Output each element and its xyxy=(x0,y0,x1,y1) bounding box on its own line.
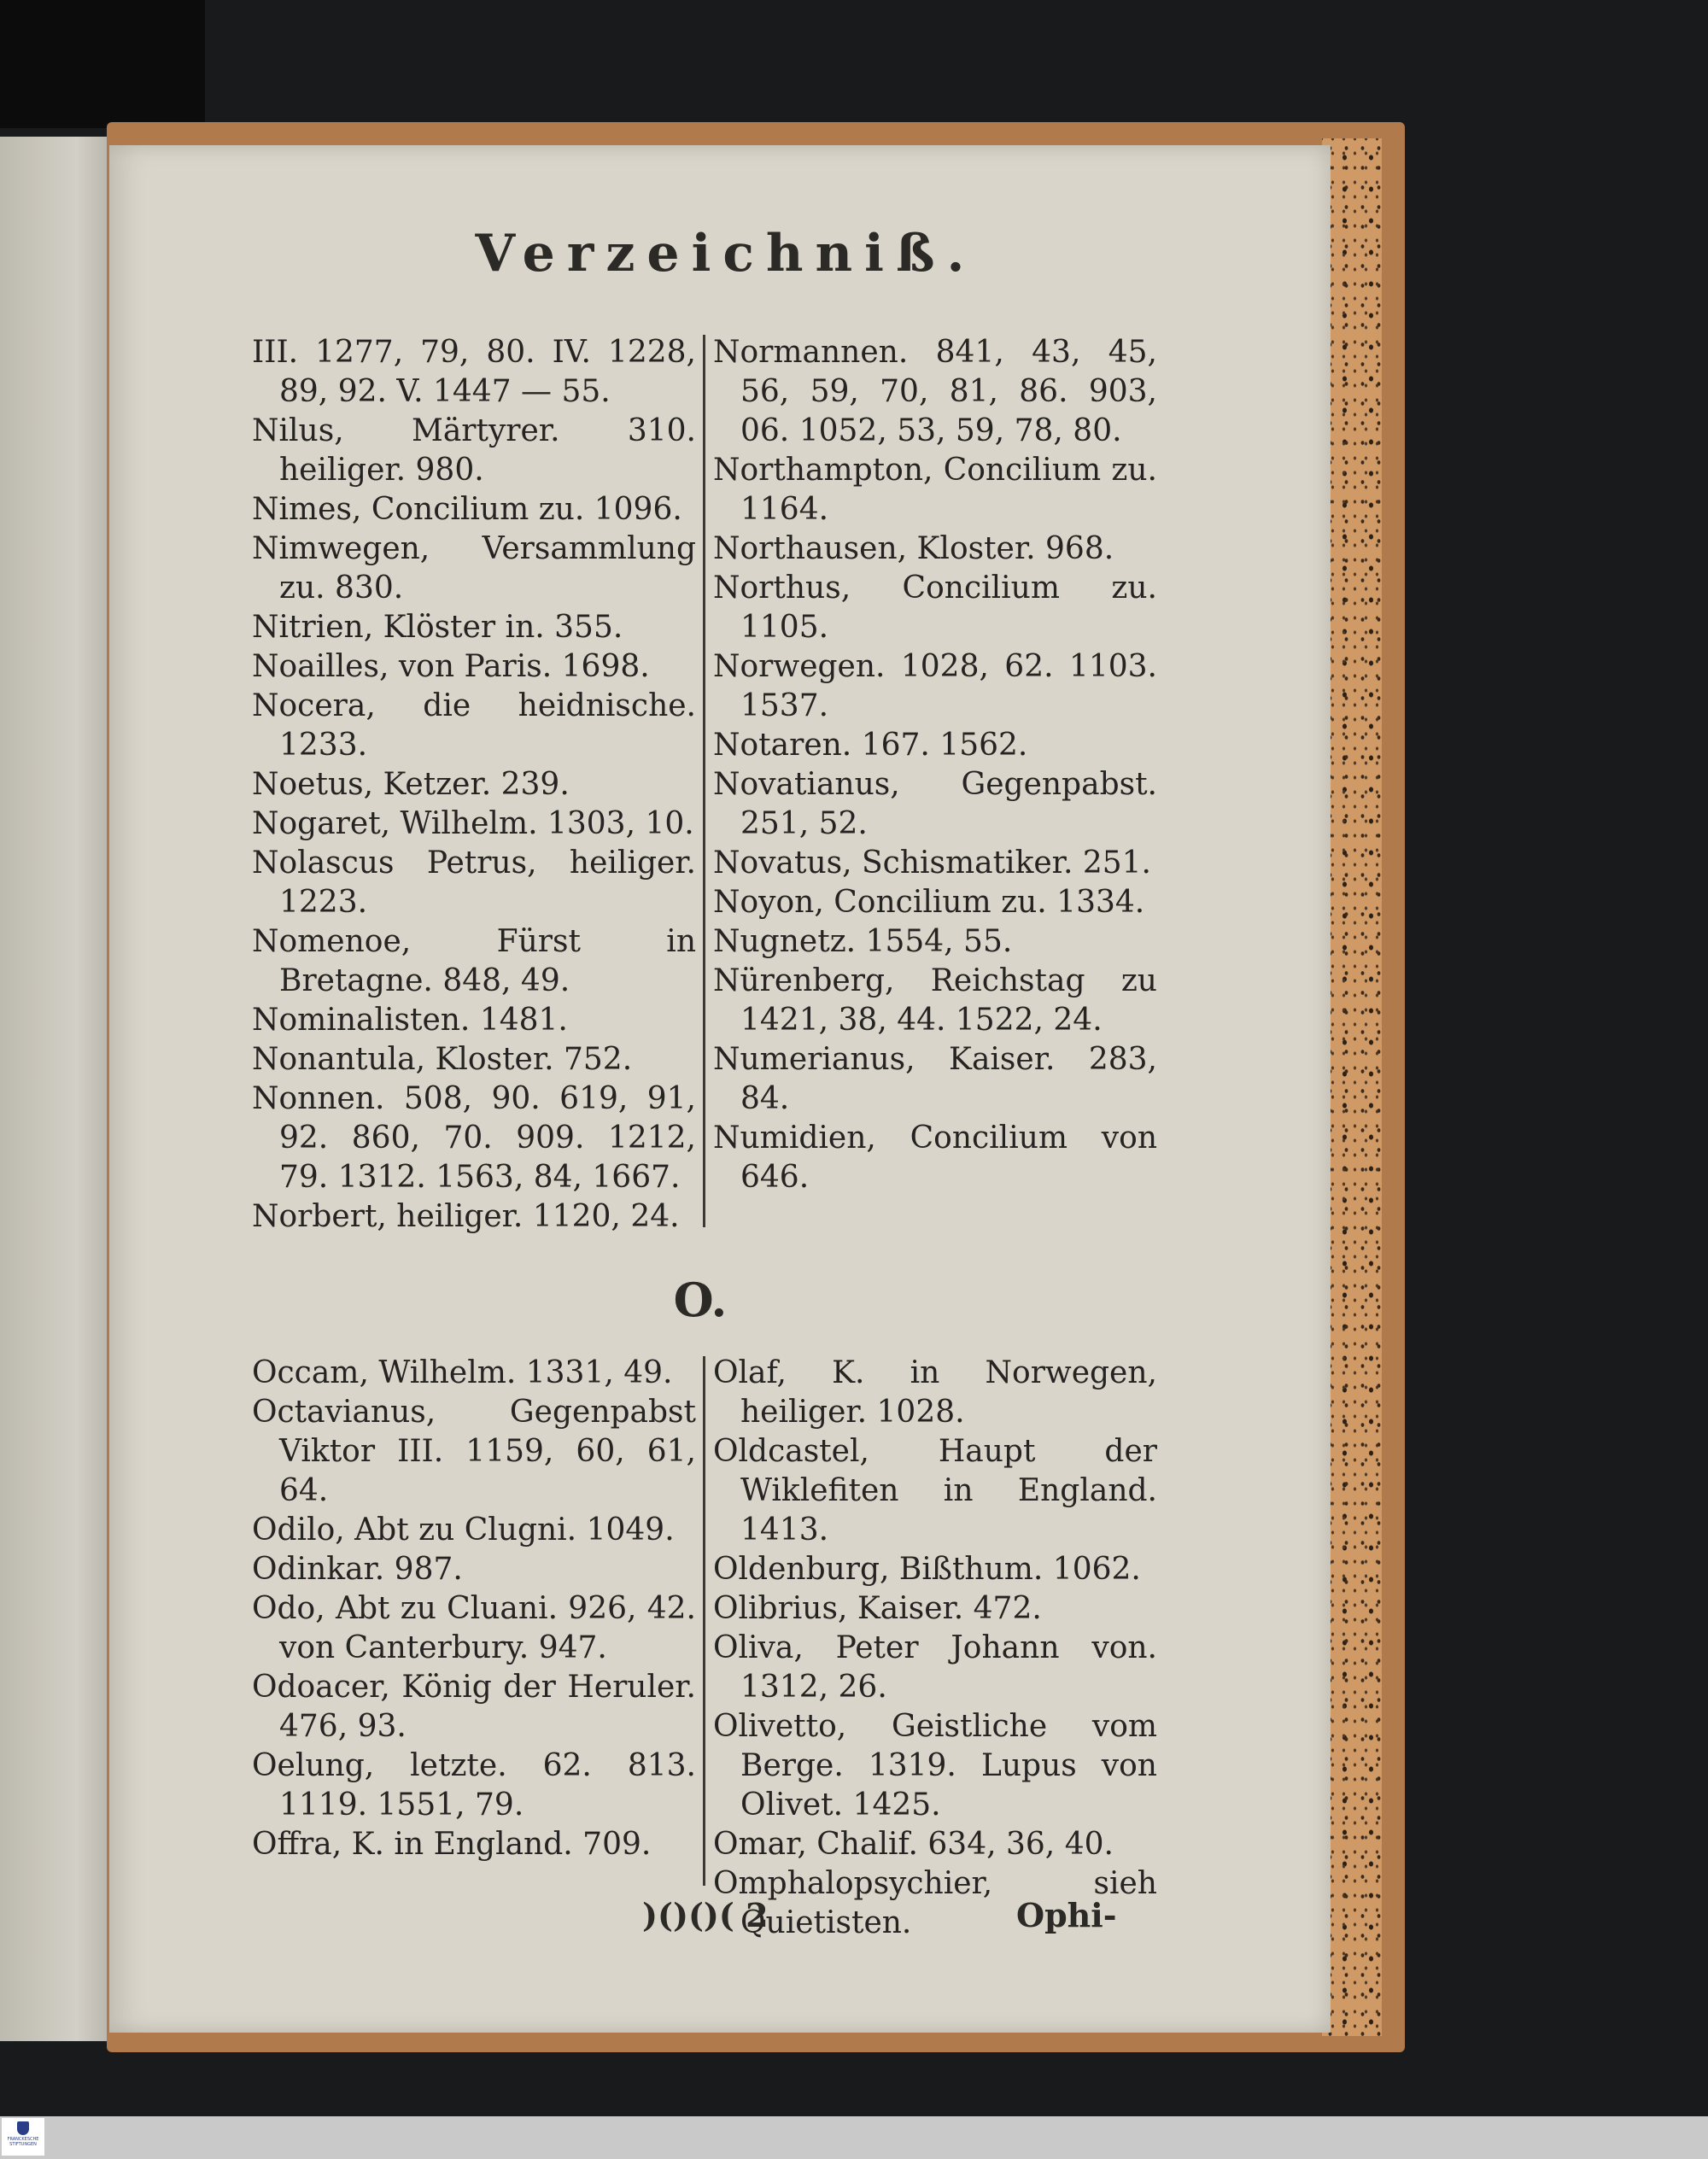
index-entry: Nonantula, Kloster. 752. xyxy=(252,1042,633,1077)
index-entry: Nogaret, Wilhelm. 1303, 10. xyxy=(252,806,694,841)
index-column-o-left xyxy=(252,1354,696,1864)
index-entry: Omar, Chalif. 634, 36, 40. xyxy=(713,1827,1114,1862)
index-entry: Olibrius, Kaiser. 472. xyxy=(713,1591,1042,1626)
index-entry: Noailles, von Paris. 1698. xyxy=(252,649,650,684)
index-entry: Olivetto, Geistliche vom Berge. 1319. Lupus von Olivet. 1425. xyxy=(713,1709,1157,1823)
index-entry: Noyon, Concilium zu. 1334. xyxy=(713,885,1145,920)
index-entry: Odo, Abt zu Cluani. 926, 42. von Canterbury. 947. xyxy=(252,1591,696,1665)
crest-icon xyxy=(17,2121,29,2135)
page-title: Verzeichniß. xyxy=(475,224,977,284)
index-entry: Offra, K. in England. 709. xyxy=(252,1827,652,1862)
index-entry: Odoacer, König der Heruler. 476, 93. xyxy=(252,1670,696,1744)
index-entry: Norbert, heiliger. 1120, 24. xyxy=(252,1199,680,1234)
index-entry: Octavianus, Gegenpabst Viktor III. 1159, 60, 61, 64. xyxy=(252,1395,696,1508)
printer-signature: )()()( 2 xyxy=(642,1896,769,1934)
index-entry: Novatianus, Gegenpabst. 251, 52. xyxy=(713,767,1157,841)
index-entry: Omphalopsychier, sieh Quietisten. xyxy=(713,1866,1157,1940)
index-entry: Nolascus Petrus, heiliger. 1223. xyxy=(252,845,696,920)
index-entry: Numerianus, Kaiser. 283, 84. xyxy=(713,1042,1157,1116)
index-entry: Nominalisten. 1481. xyxy=(252,1003,568,1038)
index-entry: Nocera, die heidnische. 1233. xyxy=(252,688,696,763)
library-logo[interactable] xyxy=(2,2118,44,2156)
logo-text: FRANCKESCHE STIFTUNGEN xyxy=(7,2137,39,2147)
index-column-n-right xyxy=(713,333,1157,1197)
index-entry: Northausen, Kloster. 968. xyxy=(713,531,1114,566)
index-entry: Odinkar. 987. xyxy=(252,1552,463,1587)
index-entry: Notaren. 167. 1562. xyxy=(713,728,1028,763)
index-entry: Nonnen. 508, 90. 619, 91, 92. 860, 70. 909. 1212, 79. 1312. 1563, 84, 1667. xyxy=(252,1081,696,1195)
facing-page-edge xyxy=(0,137,109,2041)
index-entry: Oliva, Peter Johann von. 1312, 26. xyxy=(713,1630,1157,1705)
sprinkled-fore-edge xyxy=(1322,138,1382,2036)
index-entry: Oldcastel, Haupt der Wiklefiten in England. 1413. xyxy=(713,1434,1157,1548)
index-entry: Northus, Concilium zu. 1105. xyxy=(713,570,1157,645)
viewer-footer-bar xyxy=(0,2116,1708,2159)
section-letter: O. xyxy=(673,1273,728,1327)
column-divider xyxy=(703,1356,705,1886)
index-entry: Normannen. 841, 43, 45, 56, 59, 70, 81, 86. 903, 06. 1052, 53, 59, 78, 80. xyxy=(713,335,1157,448)
index-entry: Nitrien, Klöster in. 355. xyxy=(252,610,623,645)
index-entry: Northampton, Concilium zu. 1164. xyxy=(713,453,1157,527)
index-entry: Olaf, K. in Norwegen, heiliger. 1028. xyxy=(713,1355,1157,1430)
index-entry: Norwegen. 1028, 62. 1103. 1537. xyxy=(713,649,1157,723)
index-entry: Oldenburg, Bißthum. 1062. xyxy=(713,1552,1141,1587)
index-entry: Nilus, Märtyrer. 310. heiliger. 980. xyxy=(252,413,696,488)
index-column-o-right xyxy=(713,1354,1157,1943)
index-entry: Odilo, Abt zu Clugni. 1049. xyxy=(252,1512,675,1548)
index-entry: Oelung, letzte. 62. 813. 1119. 1551, 79. xyxy=(252,1748,696,1823)
index-entry: Occam, Wilhelm. 1331, 49. xyxy=(252,1355,673,1390)
index-entry: Nomenoe, Fürst in Bretagne. 848, 49. xyxy=(252,924,696,998)
index-column-n-left xyxy=(252,333,696,1237)
index-entry: Novatus, Schismatiker. 251. xyxy=(713,845,1151,881)
index-entry: III. 1277, 79, 80. IV. 1228, 89, 92. V. 1447 — 55. xyxy=(252,335,696,409)
catchword: Ophi- xyxy=(1016,1896,1117,1934)
index-entry: Nimwegen, Versammlung zu. 830. xyxy=(252,531,696,606)
backdrop xyxy=(0,0,205,128)
index-entry: Numidien, Concilium von 646. xyxy=(713,1120,1157,1195)
column-divider xyxy=(703,335,705,1227)
index-entry: Nimes, Concilium zu. 1096. xyxy=(252,492,682,527)
index-entry: Nürenberg, Reichstag zu 1421, 38, 44. 1522, 24. xyxy=(713,963,1157,1038)
index-entry: Noetus, Ketzer. 239. xyxy=(252,767,570,802)
index-entry: Nugnetz. 1554, 55. xyxy=(713,924,1013,959)
